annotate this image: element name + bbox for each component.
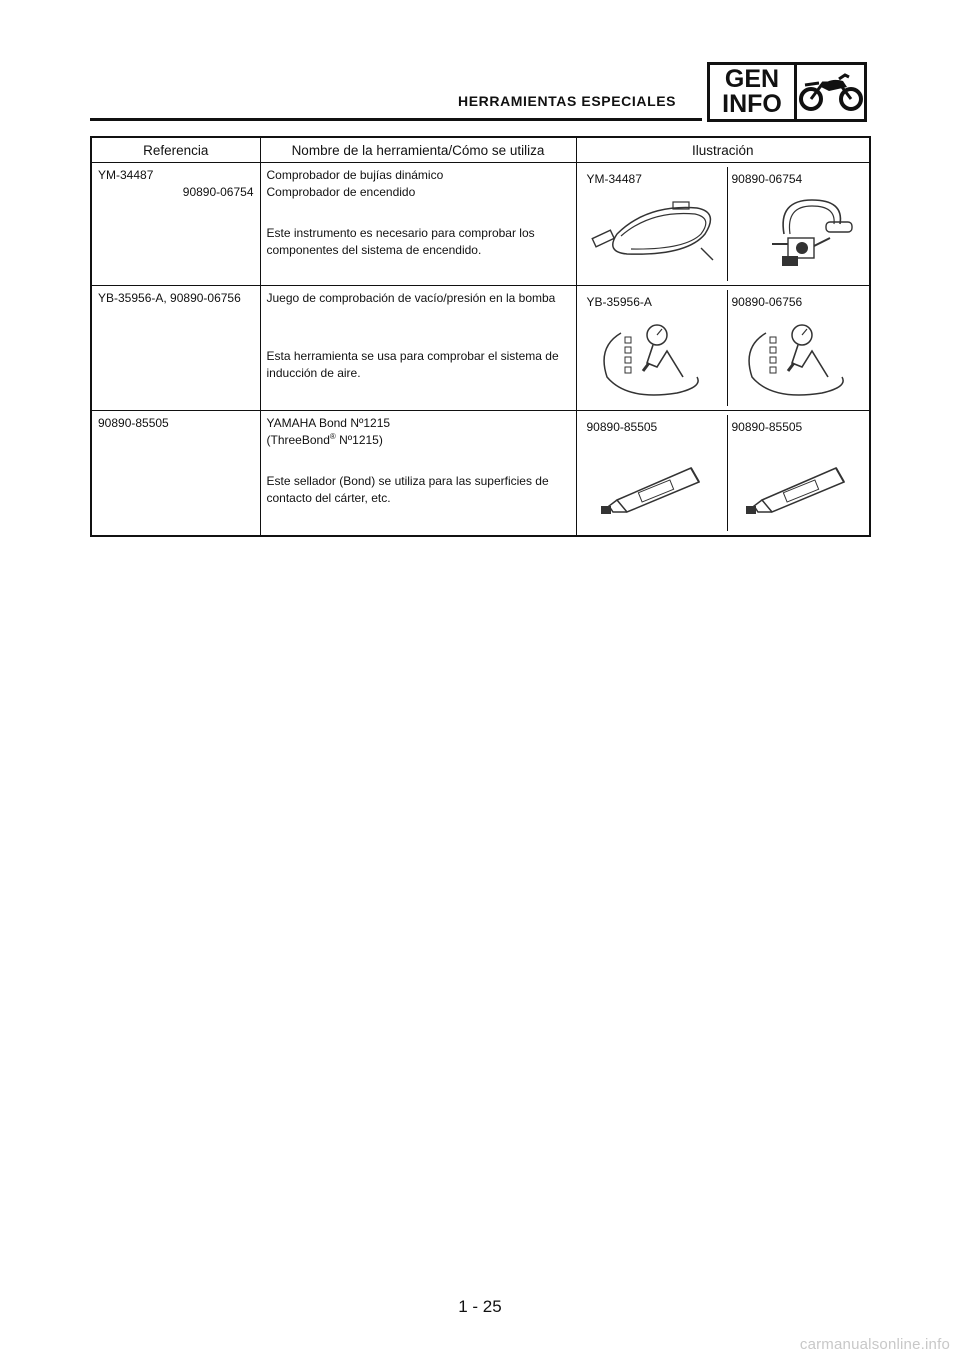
motorcycle-icon <box>797 65 864 119</box>
illustration-cell <box>576 286 870 411</box>
vacuum-pump-gauge-icon <box>732 317 868 402</box>
reference-cell <box>91 286 260 411</box>
table-row <box>91 163 870 286</box>
reference-primary: 90890-85505 <box>98 416 169 430</box>
tool-name-line-2: (ThreeBond® Nº1215) <box>266 432 383 447</box>
reference-primary: YM-34487 <box>98 168 154 182</box>
sealant-tube-icon <box>587 442 723 527</box>
tool-name-line-1: Comprobador de bujías dinámico <box>266 168 444 182</box>
badge-line-1: GEN <box>724 65 780 93</box>
column-header-tool-name: Nombre de la herramienta/Cómo se utiliza <box>260 137 576 163</box>
reference-secondary: 90890-06754 <box>182 185 254 199</box>
illustration-right <box>727 415 872 531</box>
tool-usage: Esta herramienta se usa para comprobar el sistema de inducción de aire. <box>266 349 559 380</box>
illustration-label: YM-34487 <box>586 172 642 186</box>
page-number: 1 - 25 <box>458 1297 502 1316</box>
watermark: carmanualsonline.info <box>799 1336 950 1353</box>
reference-cell <box>91 163 260 286</box>
tool-name: Juego de comprobación de vacío/presión en la bomba <box>266 291 556 305</box>
table-header-row <box>91 137 870 163</box>
tool-name-line-2: Comprobador de encendido <box>266 185 416 199</box>
special-tools-table <box>90 136 871 537</box>
reference-cell <box>91 411 260 537</box>
header-rule <box>90 118 702 121</box>
section-title: HERRAMIENTAS ESPECIALES <box>458 93 677 109</box>
illustration-label: 90890-85505 <box>731 420 803 434</box>
illustration-label: 90890-06756 <box>731 295 803 309</box>
badge-text <box>710 65 797 119</box>
table-row <box>91 411 870 537</box>
badge-line-2: INFO <box>722 90 782 118</box>
illustration-left <box>583 415 727 531</box>
tool-name-cell <box>260 411 576 537</box>
illustration-left <box>583 167 727 281</box>
tool-usage: Este sellador (Bond) se utiliza para las superficies de contacto del cárter, etc. <box>266 474 549 505</box>
illustration-right <box>727 290 872 406</box>
illustration-label: 90890-06754 <box>731 172 803 186</box>
vacuum-pump-gauge-icon <box>587 317 723 402</box>
tool-name-cell <box>260 286 576 411</box>
illustration-label: YB-35956-A <box>586 295 652 309</box>
column-header-reference: Referencia <box>91 137 260 163</box>
illustration-right <box>727 167 872 281</box>
illustration-left <box>583 290 727 406</box>
reference-primary: YB-35956-A, 90890-06756 <box>98 291 241 305</box>
sealant-tube-icon <box>732 442 868 527</box>
illustration-label: 90890-85505 <box>586 420 658 434</box>
tool-name <box>267 415 570 473</box>
page-header <box>0 0 960 130</box>
illustration-cell <box>576 411 870 537</box>
table-row <box>91 286 870 411</box>
gen-info-badge <box>707 62 867 122</box>
column-header-illustration: Ilustración <box>576 137 870 163</box>
tool-name-line-1: YAMAHA Bond Nº1215 <box>266 416 391 430</box>
tool-name-cell <box>260 163 576 286</box>
spark-checker-icon <box>732 194 868 277</box>
tool-name <box>267 167 570 225</box>
ignition-tester-cable-icon <box>587 194 723 271</box>
tool-usage: Este instrumento es necesario para comprobar los componentes del sistema de encendido. <box>266 226 535 257</box>
illustration-cell <box>576 163 870 286</box>
